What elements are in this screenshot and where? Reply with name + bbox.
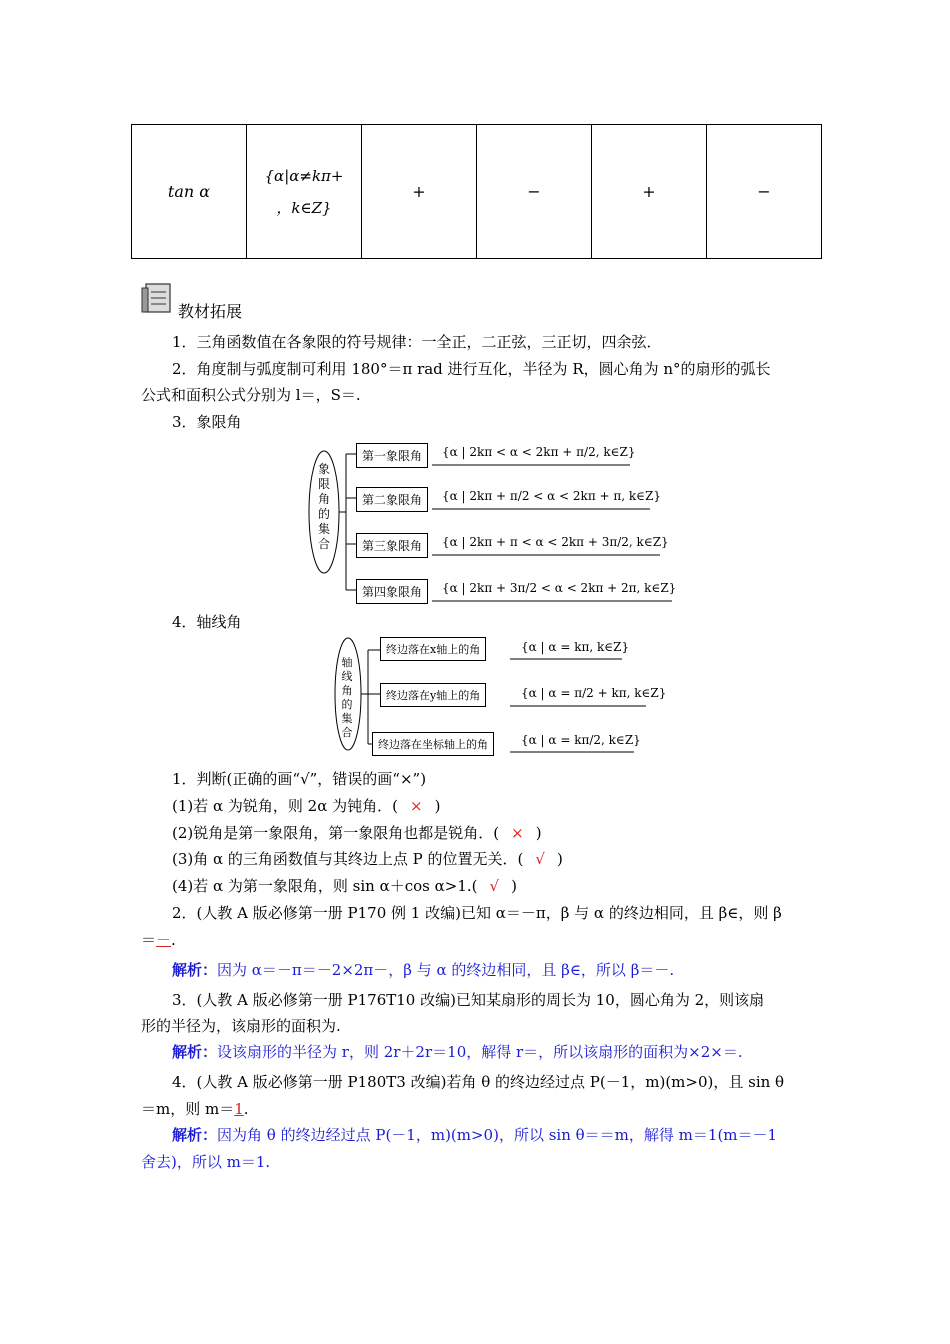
- q1-1: (1)若 α 为锐角，则 2α 为钝角．( × ): [172, 797, 441, 815]
- item-4: 4．轴线角: [172, 613, 242, 631]
- row-label: tan α: [132, 125, 247, 259]
- axis-formula-1: {α | α = kπ, k∈Z}: [521, 640, 630, 654]
- q2-line2: ＝－.: [141, 931, 176, 949]
- sign-table: [131, 124, 822, 259]
- domain-cell: {α|α≠kπ+ ，k∈Z}: [247, 125, 362, 259]
- axis-label-3: 终边落在坐标轴上的角: [372, 732, 494, 756]
- a4-line1: 解析：因为角 θ 的终边经过点 P(－1，m)(m>0)，所以 sin θ＝＝m，解得 m＝1(m＝－1: [172, 1126, 778, 1144]
- q1-2: (2)锐角是第一象限角，第一象限角也都是锐角．( × ): [172, 824, 542, 842]
- q1-3-mark: √: [535, 850, 545, 868]
- item-3: 3．象限角: [172, 413, 242, 431]
- axis-formula-2: {α | α = π/2 + kπ, k∈Z}: [521, 686, 667, 700]
- quadrant-formula-4: {α | 2kπ + 3π/2 < α < 2kπ + 2π, k∈Z}: [442, 581, 677, 595]
- quadrant-formula-3: {α | 2kπ + π < α < 2kπ + 3π/2, k∈Z}: [442, 535, 669, 549]
- a2: 解析：因为 α＝－π＝－2×2π－，β 与 α 的终边相同，且 β∈，所以 β＝－.: [172, 961, 675, 979]
- quadrant-2-sign: −: [477, 125, 592, 259]
- q4-line1: 4．(人教 A 版必修第一册 P180T3 改编)若角 θ 的终边经过点 P(－1，m)(m>0)，且 sin θ: [172, 1073, 785, 1091]
- item-1: 1．三角函数值在各象限的符号规律：一全正，二正弦，三正切，四余弦．: [172, 333, 662, 351]
- quadrant-formula-2: {α | 2kπ + π/2 < α < 2kπ + π, k∈Z}: [442, 489, 662, 503]
- q1-4: (4)若 α 为第一象限角，则 sin α＋cos α>1.( √ ): [172, 877, 517, 895]
- table-row: [132, 125, 822, 259]
- quadrant-4-sign: −: [707, 125, 822, 259]
- q2-answer: －: [156, 931, 172, 949]
- axis-label-2: 终边落在y轴上的角: [380, 683, 486, 707]
- quadrant-label-2: 第二象限角: [356, 487, 428, 512]
- quadrant-1-sign: +: [362, 125, 477, 259]
- a3: 解析：设该扇形的半径为 r，则 2r＋2r＝10，解得 r＝，所以该扇形的面积为×2×＝.: [172, 1043, 743, 1061]
- q3-line2: 形的半径为，该扇形的面积为.: [141, 1017, 341, 1035]
- item-2-line2: 公式和面积公式分别为 l＝，S＝.: [141, 386, 361, 404]
- quadrant-label-3: 第三象限角: [356, 533, 428, 558]
- q4-line2: ＝m，则 m＝1.: [141, 1100, 249, 1118]
- a4-line2: 舍去)，所以 m＝1.: [141, 1153, 271, 1171]
- axis-formula-3: {α | α = kπ/2, k∈Z}: [521, 733, 641, 747]
- quadrant-label-1: 第一象限角: [356, 443, 428, 468]
- axis-root: 轴线角的集合: [341, 656, 353, 739]
- item-2-line1: 2．角度制与弧度制可利用 180°＝π rad 进行互化，半径为 R，圆心角为 n°的扇形的弧长: [172, 360, 771, 378]
- q1-4-mark: √: [489, 877, 500, 895]
- q2-line1: 2．(人教 A 版必修第一册 P170 例 1 改编)已知 α＝－π，β 与 α 的终边相同，且 β∈，则 β: [172, 904, 782, 922]
- section-title: 教材拓展: [178, 302, 243, 321]
- q3-line1: 3．(人教 A 版必修第一册 P176T10 改编)已知某扇形的周长为 10，圆心角为 2，则该扇: [172, 991, 765, 1009]
- axis-label-1: 终边落在x轴上的角: [380, 637, 486, 661]
- quadrant-label-4: 第四象限角: [356, 579, 428, 604]
- quadrant-formula-1: {α | 2kπ < α < 2kπ + π/2, k∈Z}: [442, 445, 636, 459]
- quadrant-3-sign: +: [592, 125, 707, 259]
- q1-3: (3)角 α 的三角函数值与其终边上点 P 的位置无关．( √ ): [172, 850, 563, 868]
- quadrant-root: 象限角的集合: [318, 462, 331, 551]
- textbook-icon: [140, 280, 176, 316]
- q1-1-mark: ×: [409, 797, 423, 815]
- q4-answer: 1: [234, 1100, 244, 1118]
- q1-2-mark: ×: [511, 824, 524, 842]
- q1-title: 1．判断(正确的画“√”，错误的画“×”): [172, 770, 427, 788]
